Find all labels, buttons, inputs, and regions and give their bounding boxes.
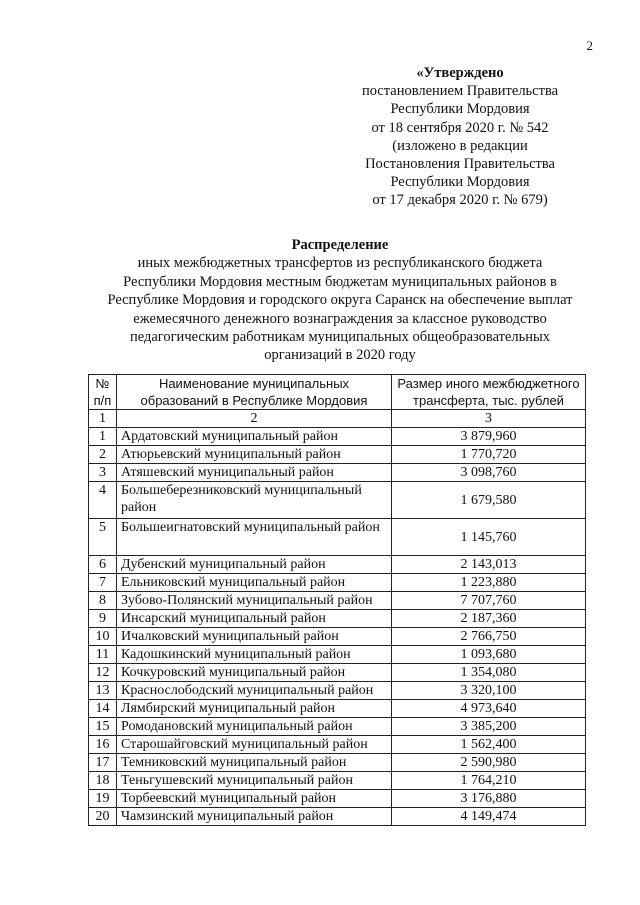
table-row — [89, 574, 586, 592]
heading-line: ежемесячного денежного вознаграждения за классное руководство — [133, 310, 547, 327]
approval-line: Республики Мордовия — [390, 174, 530, 191]
table-row — [89, 446, 586, 464]
heading-line: Республики Мордовия местным бюджетам муниципальных районов в — [123, 273, 557, 290]
table-row — [89, 482, 586, 519]
row-name: Ромодановский муниципальный район — [117, 718, 392, 736]
column-number-row — [89, 410, 586, 428]
table-row — [89, 718, 586, 736]
approval-line: постановлением Правительства — [361, 83, 559, 100]
table-row — [89, 610, 586, 628]
row-number: 10 — [89, 628, 117, 646]
row-number: 18 — [89, 772, 117, 790]
row-amount: 1 770,720 — [392, 446, 586, 464]
approval-block — [330, 64, 590, 210]
row-number: 12 — [89, 664, 117, 682]
heading-line: педагогическим работникам муниципальных общеобразовательных — [129, 329, 551, 346]
row-amount: 3 098,760 — [392, 464, 586, 482]
row-number: 2 — [89, 446, 117, 464]
row-amount: 4 149,474 — [392, 808, 586, 826]
row-number: 3 — [89, 464, 117, 482]
row-number: 20 — [89, 808, 117, 826]
row-number: 6 — [89, 556, 117, 574]
row-amount: 1 093,680 — [392, 646, 586, 664]
header-name: Наименование муниципальных образований в Республике Мордовия — [117, 375, 392, 410]
row-name: Большеигнатовский муниципальный район — [117, 519, 392, 556]
row-number: 8 — [89, 592, 117, 610]
row-amount: 2 766,750 — [392, 628, 586, 646]
row-number: 7 — [89, 574, 117, 592]
row-name: Ельниковский муниципальный район — [117, 574, 392, 592]
row-amount: 3 879,960 — [392, 428, 586, 446]
row-amount: 7 707,760 — [392, 592, 586, 610]
row-name: Темниковский муниципальный район — [117, 754, 392, 772]
table-row — [89, 682, 586, 700]
page-number: 2 — [586, 38, 593, 53]
row-number: 11 — [89, 646, 117, 664]
table-row — [89, 754, 586, 772]
header-number: № п/п — [89, 375, 117, 410]
table-row — [89, 772, 586, 790]
table-row — [89, 556, 586, 574]
approval-line: от 18 сентября 2020 г. № 542 — [371, 119, 549, 136]
row-name: Кадошкинский муниципальный район — [117, 646, 392, 664]
approval-line: (изложено в редакции — [392, 137, 528, 154]
row-amount: 1 679,580 — [392, 482, 586, 519]
row-amount: 1 764,210 — [392, 772, 586, 790]
row-name: Краснослободский муниципальный район — [117, 682, 392, 700]
table-row — [89, 664, 586, 682]
row-amount: 1 145,760 — [392, 519, 586, 556]
row-name: Ичалковский муниципальный район — [117, 628, 392, 646]
table-row — [89, 519, 586, 556]
row-number: 15 — [89, 718, 117, 736]
row-name: Лямбирский муниципальный район — [117, 700, 392, 718]
approval-line: от 17 декабря 2020 г. № 679) — [372, 192, 548, 209]
row-name: Ардатовский муниципальный район — [117, 428, 392, 446]
table-row — [89, 700, 586, 718]
row-number: 19 — [89, 790, 117, 808]
table-row — [89, 790, 586, 808]
row-name: Атюрьевский муниципальный район — [117, 446, 392, 464]
table-row — [89, 646, 586, 664]
row-amount: 2 590,980 — [392, 754, 586, 772]
row-amount: 1 354,080 — [392, 664, 586, 682]
row-amount: 3 320,100 — [392, 682, 586, 700]
column-number: 2 — [117, 410, 392, 428]
approval-title: «Утверждено — [416, 65, 504, 81]
row-amount: 4 973,640 — [392, 700, 586, 718]
table-row — [89, 464, 586, 482]
row-name: Старошайговский муниципальный район — [117, 736, 392, 754]
row-number: 14 — [89, 700, 117, 718]
row-name: Торбеевский муниципальный район — [117, 790, 392, 808]
row-amount: 2 187,360 — [392, 610, 586, 628]
row-amount: 3 176,880 — [392, 790, 586, 808]
table-row — [89, 628, 586, 646]
document-heading — [60, 236, 620, 365]
heading-line: организаций в 2020 году — [264, 347, 416, 364]
table-row — [89, 428, 586, 446]
row-name: Дубенский муниципальный район — [117, 556, 392, 574]
approval-line: Постановления Правительства — [365, 156, 555, 173]
row-amount: 1 223,880 — [392, 574, 586, 592]
row-number: 1 — [89, 428, 117, 446]
table-row — [89, 736, 586, 754]
row-name: Кочкуровский муниципальный район — [117, 664, 392, 682]
row-name: Большеберезниковский муниципальный район — [117, 482, 392, 519]
row-number: 16 — [89, 736, 117, 754]
row-name: Атяшевский муниципальный район — [117, 464, 392, 482]
document-title: Распределение — [291, 237, 389, 253]
column-number: 1 — [89, 410, 117, 428]
row-name: Инсарский муниципальный район — [117, 610, 392, 628]
header-amount: Размер иного межбюджетного трансферта, тыс. рублей — [392, 375, 586, 410]
distribution-table — [88, 374, 586, 826]
table-row — [89, 592, 586, 610]
table-row — [89, 808, 586, 826]
row-amount: 3 385,200 — [392, 718, 586, 736]
column-number: 3 — [392, 410, 586, 428]
row-number: 17 — [89, 754, 117, 772]
row-number: 5 — [89, 519, 117, 556]
row-name: Зубово-Полянский муниципальный район — [117, 592, 392, 610]
heading-line: Республике Мордовия и городского округа Саранск на обеспечение выплат — [107, 292, 573, 309]
row-number: 13 — [89, 682, 117, 700]
row-amount: 1 562,400 — [392, 736, 586, 754]
row-number: 9 — [89, 610, 117, 628]
approval-line: Республики Мордовия — [390, 101, 530, 118]
row-name: Чамзинский муниципальный район — [117, 808, 392, 826]
heading-line: иных межбюджетных трансфертов из республиканского бюджета — [137, 255, 543, 272]
row-amount: 2 143,013 — [392, 556, 586, 574]
row-name: Теньгушевский муниципальный район — [117, 772, 392, 790]
table-header-row — [89, 375, 586, 410]
row-number: 4 — [89, 482, 117, 519]
